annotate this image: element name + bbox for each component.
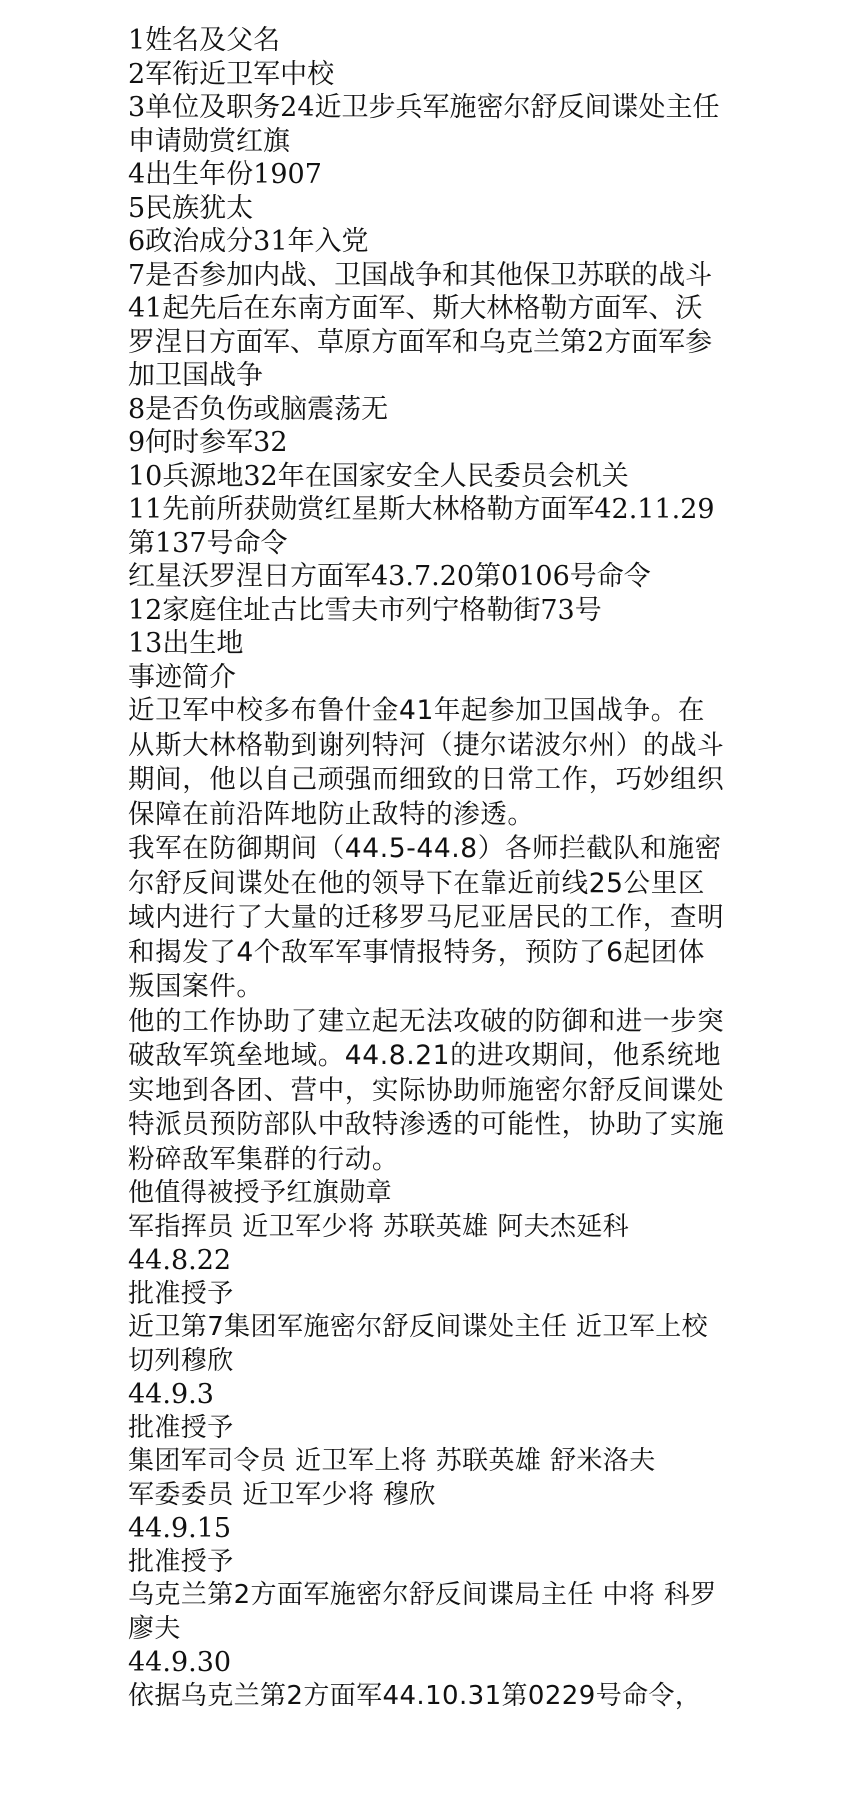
summary-paragraph: 他的工作协助了建立起无法攻破的防御和进一步突破敌军筑垒地域。44.8.21的进攻期间，他系统地实地到各团、营中，实际协助师施密尔舒反间谍处特派员预防部队中敌特渗透的可能性，协助了实施粉碎敌军集群的行动。	[128, 1005, 725, 1175]
summary-paragraph: 我军在防御期间（44.5-44.8）各师拦截队和施密尔舒反间谍处在他的领导下在靠近前线25公里区域内进行了大量的迁移罗马尼亚居民的工作，查明和揭发了4个敌军军事情报特务，预防了6起团体叛国案件。	[128, 833, 725, 1002]
field-rank: 2军衔近卫军中校	[128, 58, 335, 90]
field-combat-participation: 7是否参加内战、卫国战争和其他保卫苏联的战斗41起先后在东南方面军、斯大林格勒方面军、沃罗涅日方面军、草原方面军和乌克兰第2方面军参加卫国战争	[128, 259, 713, 391]
endorsement-signer: 军委委员 近卫军少将 穆欣	[128, 1479, 436, 1510]
award-document	[128, 24, 728, 1713]
field-enlistment-origin: 10兵源地32年在国家安全人民委员会机关	[128, 460, 629, 492]
summary-paragraph: 近卫军中校多布鲁什金41年起参加卫国战争。在从斯大林格勒到谢列特河（捷尔诺波尔州）的战斗期间，他以自己顽强而细致的日常工作，巧妙组织保障在前沿阵地防止敌特的渗透。	[128, 695, 725, 830]
endorsement-decision: 批准授予	[128, 1278, 234, 1309]
endorsement-date: 44.9.3	[128, 1379, 214, 1410]
field-enlistment-year: 9何时参军32	[128, 427, 288, 458]
field-wounds: 8是否负伤或脑震荡无	[128, 393, 389, 425]
summary-heading: 事迹简介	[128, 661, 236, 693]
endorsement-signer: 军指挥员 近卫军少将 苏联英雄 阿夫杰延科	[128, 1211, 630, 1242]
field-birth-year: 4出生年份1907	[128, 159, 322, 190]
field-nationality: 5民族犹太	[128, 192, 254, 224]
field-home-address: 12家庭住址古比雪夫市列宁格勒街73号	[128, 594, 602, 626]
award-order-line: 依据乌克兰第2方面军44.10.31第0229号命令，	[128, 1680, 702, 1711]
field-birthplace: 13出生地	[128, 628, 244, 659]
endorsement-date: 44.9.15	[128, 1513, 232, 1544]
field-unit-position: 3单位及职务24近卫步兵军施密尔舒反间谍处主任	[128, 92, 720, 123]
field-award-requested: 申请勋赏红旗	[128, 125, 290, 157]
endorsement-signer: 集团军司令员 近卫军上将 苏联英雄 舒米洛夫	[128, 1446, 656, 1476]
field-party-membership: 6政治成分31年入党	[128, 226, 369, 257]
endorsement-decision: 批准授予	[128, 1546, 234, 1577]
endorsement-signer: 近卫第7集团军施密尔舒反间谍处主任 近卫军上校 切列穆欣	[128, 1312, 717, 1376]
recommendation: 他值得被授予红旗勋章	[128, 1178, 393, 1208]
field-previous-awards-2: 红星沃罗涅日方面军43.7.20第0106号命令	[128, 561, 651, 592]
field-previous-awards: 11先前所获勋赏红星斯大林格勒方面军42.11.29第137号命令	[128, 494, 715, 559]
endorsement-date: 44.8.22	[128, 1245, 232, 1276]
field-name: 1姓名及父名	[128, 25, 281, 56]
endorsement-decision: 批准授予	[128, 1412, 234, 1443]
endorsement-date: 44.9.30	[128, 1647, 232, 1678]
endorsement-signer: 乌克兰第2方面军施密尔舒反间谍局主任 中将 科罗廖夫	[128, 1580, 717, 1644]
